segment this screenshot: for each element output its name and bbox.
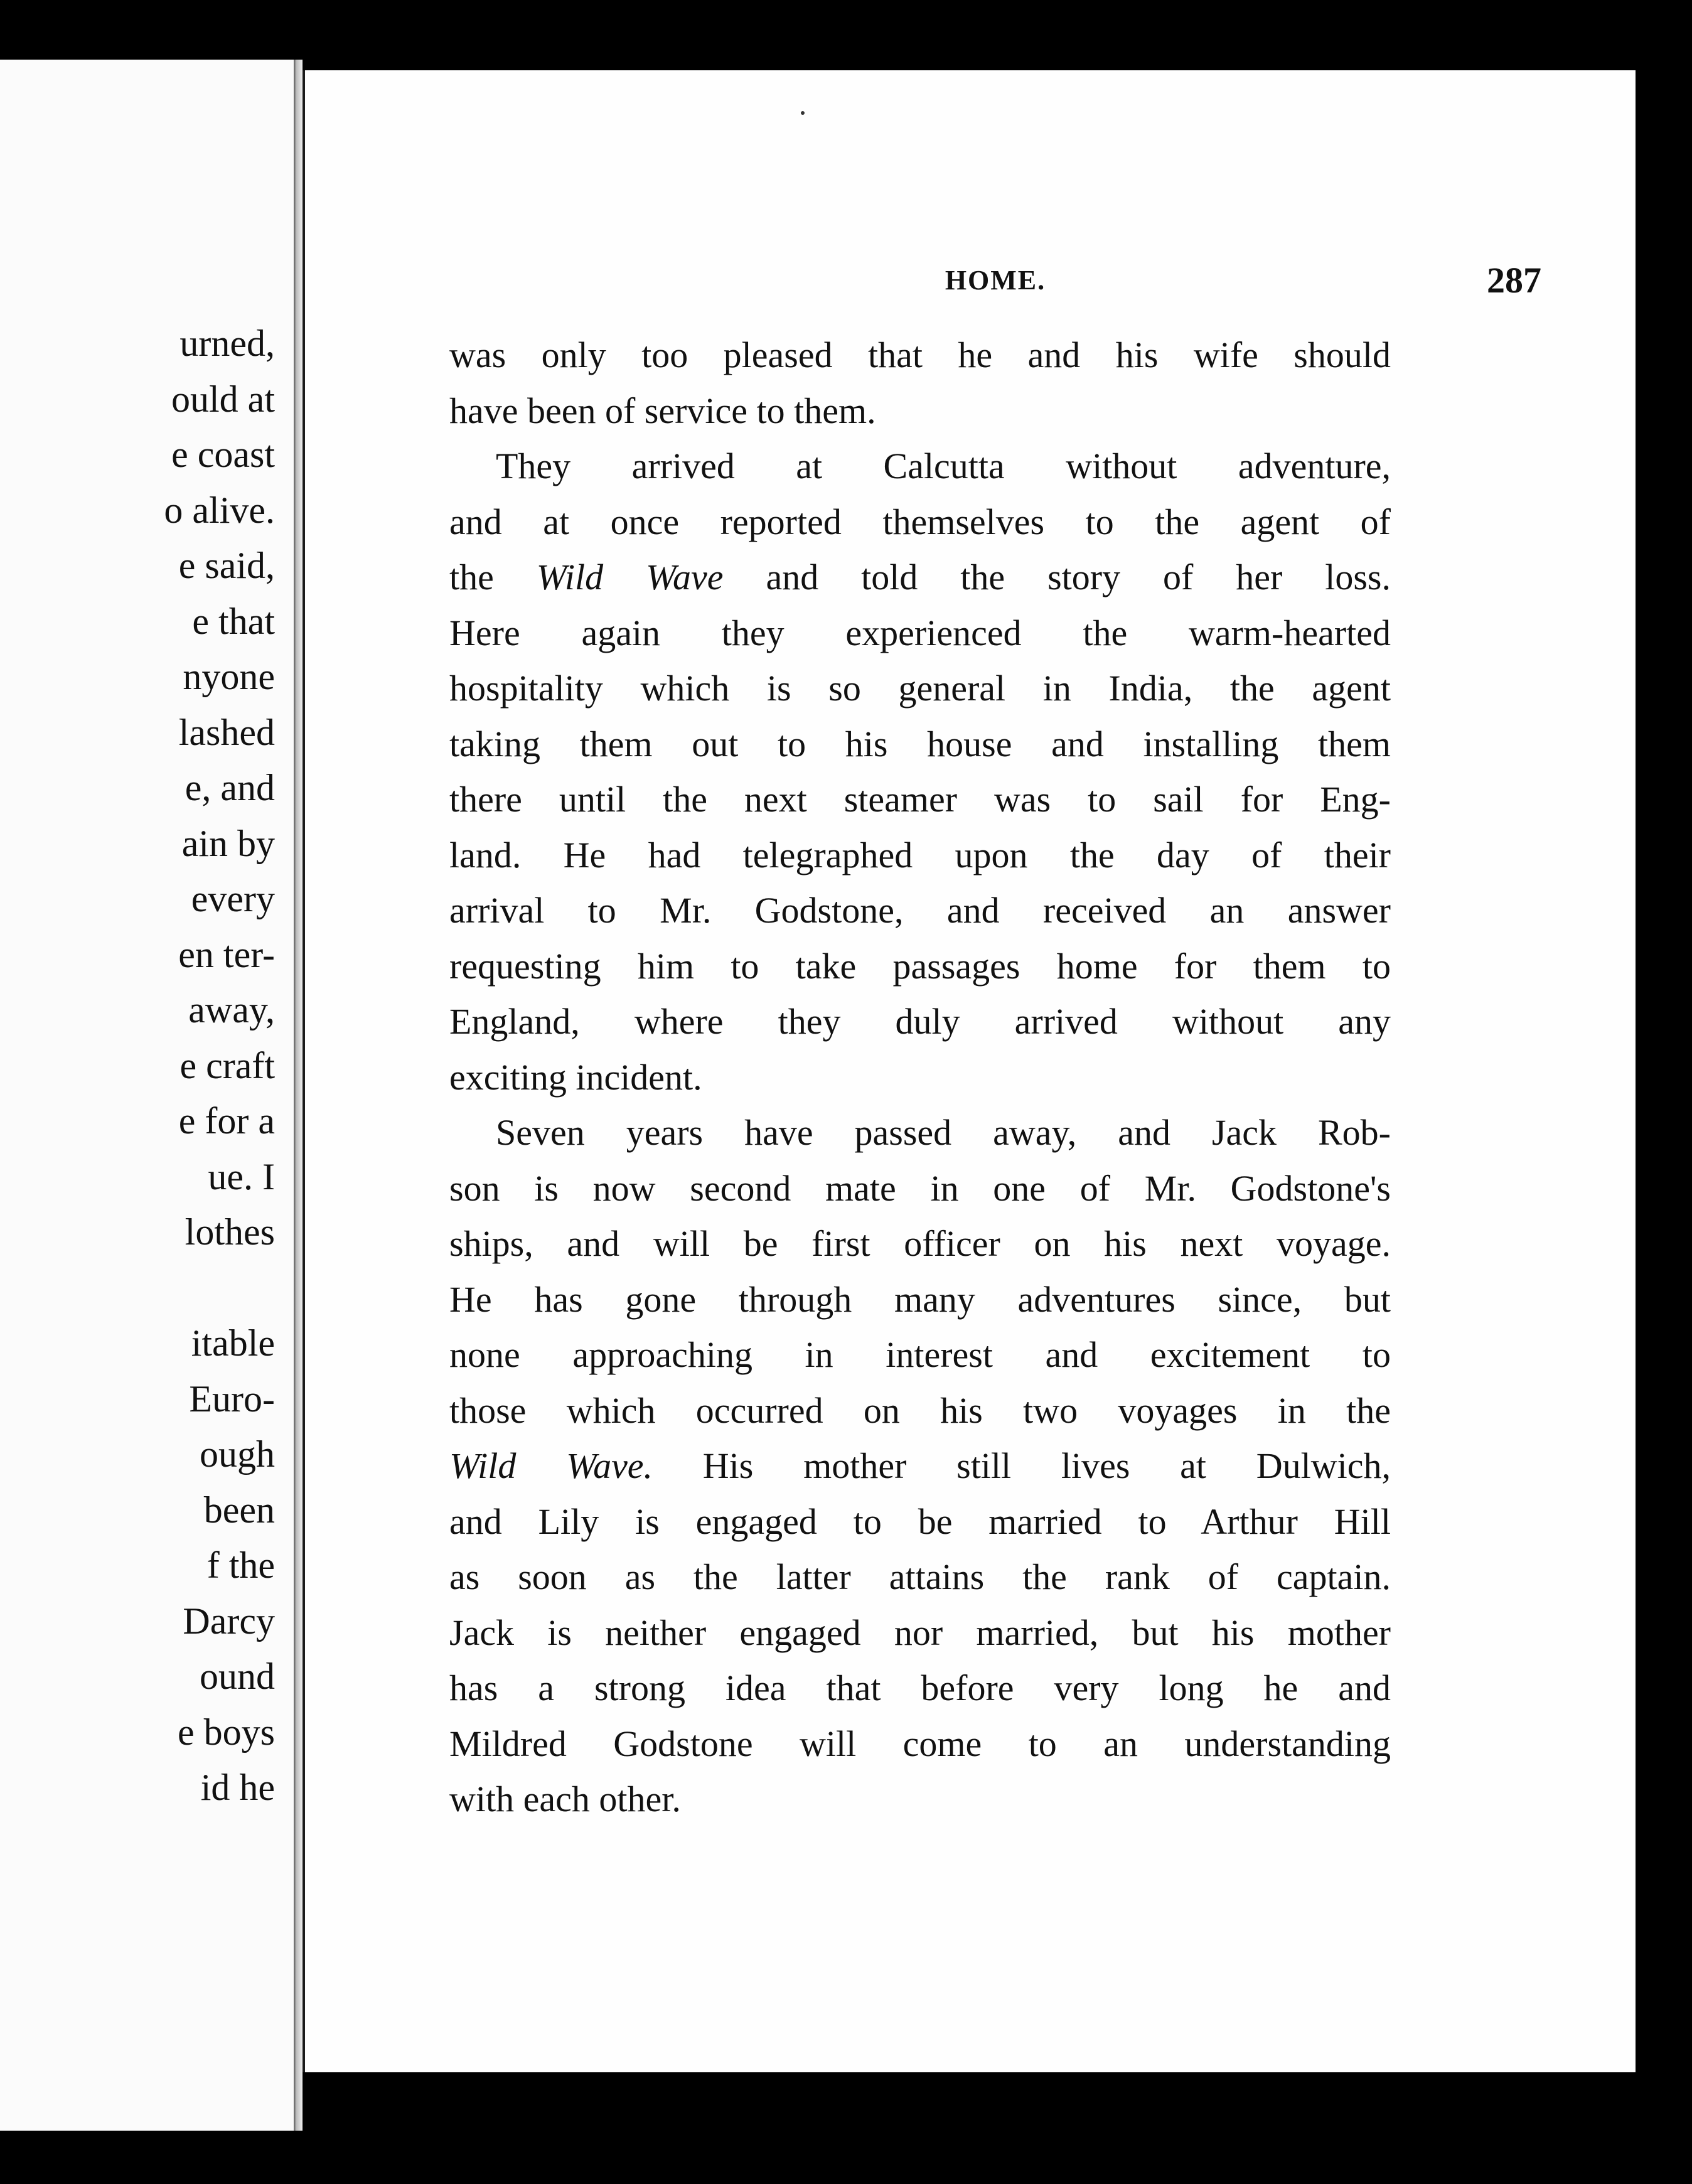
facing-line: lashed — [178, 711, 275, 753]
text-line: Wild Wave. His mother still lives at Dulwich, — [449, 1445, 1391, 1486]
facing-line: been — [203, 1489, 275, 1531]
text-line: Mildred Godstone will come to an understanding — [449, 1723, 1391, 1764]
text-line: He has gone through many adventures since, but — [449, 1278, 1391, 1320]
facing-line: itable — [191, 1322, 275, 1364]
text-line: and at once reported themselves to the agent of — [449, 501, 1391, 542]
facing-line: lothes — [185, 1211, 275, 1253]
facing-line: e, and — [185, 767, 275, 808]
facing-line: ough — [200, 1433, 275, 1475]
facing-line: away, — [188, 989, 275, 1030]
text-line: with each other. — [449, 1779, 681, 1819]
text-line: ships, and will be first officer on his next voyage. — [449, 1223, 1391, 1264]
text-line: taking them out to his house and installing them — [449, 723, 1391, 764]
facing-line: o alive. — [164, 489, 275, 531]
text-line: there until the next steamer was to sail for Eng- — [449, 779, 1391, 820]
text-line: requesting him to take passages home for them to — [449, 945, 1391, 987]
book-gutter — [294, 60, 303, 2131]
facing-line: urned, — [179, 323, 275, 364]
facing-line: every — [191, 878, 275, 919]
text-line: exciting incident. — [449, 1056, 702, 1098]
text-line: arrival to Mr. Godstone, and received an answer — [449, 890, 1391, 931]
facing-line: ould at — [171, 378, 275, 420]
page-number: 287 — [1487, 260, 1541, 301]
body-text — [449, 328, 1391, 1828]
text-line: and Lily is engaged to be married to Arthur Hill — [449, 1501, 1391, 1542]
speck-mark — [801, 111, 805, 115]
text-line: was only too pleased that he and his wife should — [449, 335, 1391, 375]
text-line: England, where they duly arrived without any — [449, 1001, 1391, 1042]
facing-line: e boys — [178, 1711, 275, 1753]
facing-line — [11, 1260, 275, 1316]
paragraph-start-line: Seven years have passed away, and Jack Rob- — [496, 1112, 1391, 1153]
ship-name-italic: Wild Wave. — [449, 1445, 653, 1486]
facing-line: nyone — [183, 656, 275, 697]
facing-line: ue. I — [208, 1155, 275, 1197]
page-header — [449, 252, 1541, 309]
text-line: those which occurred on his two voyages in the — [449, 1389, 1391, 1431]
ship-name-italic: Wild Wave — [536, 557, 724, 597]
text-line: Jack is neither engaged nor married, but his mother — [449, 1612, 1391, 1653]
facing-line: e that — [192, 600, 275, 642]
text-line: the Wild Wave and told the story of her loss. — [449, 557, 1391, 597]
facing-page-left — [0, 60, 296, 2131]
facing-line: e coast — [171, 434, 275, 475]
facing-line: ound — [200, 1656, 275, 1697]
facing-page-text — [11, 316, 275, 1816]
facing-line: Darcy — [183, 1600, 275, 1642]
facing-line: Euro- — [189, 1378, 275, 1420]
facing-line: id he — [200, 1767, 275, 1808]
facing-line: e craft — [179, 1044, 275, 1086]
facing-line: ain by — [181, 822, 275, 864]
text-line: son is now second mate in one of Mr. Godstone's — [449, 1167, 1391, 1209]
text-line: land. He had telegraphed upon the day of their — [449, 834, 1391, 875]
text-line: hospitality which is so general in India, the agent — [449, 668, 1391, 709]
facing-line: e for a — [178, 1100, 275, 1142]
text-line: none approaching in interest and excitement to — [449, 1334, 1391, 1375]
text-line: have been of service to them. — [449, 390, 876, 431]
text-line: has a strong idea that before very long he and — [449, 1667, 1391, 1708]
facing-line: f the — [206, 1544, 275, 1586]
text-line: as soon as the latter attains the rank of captain. — [449, 1556, 1391, 1597]
facing-line: en ter- — [178, 933, 275, 975]
text-line: Here again they experienced the warm-hearted — [449, 612, 1391, 653]
page-287 — [303, 70, 1636, 2072]
paragraph-start-line: They arrived at Calcutta without adventure, — [496, 446, 1391, 486]
running-head: HOME. — [945, 265, 1046, 296]
facing-line: e said, — [178, 545, 275, 586]
